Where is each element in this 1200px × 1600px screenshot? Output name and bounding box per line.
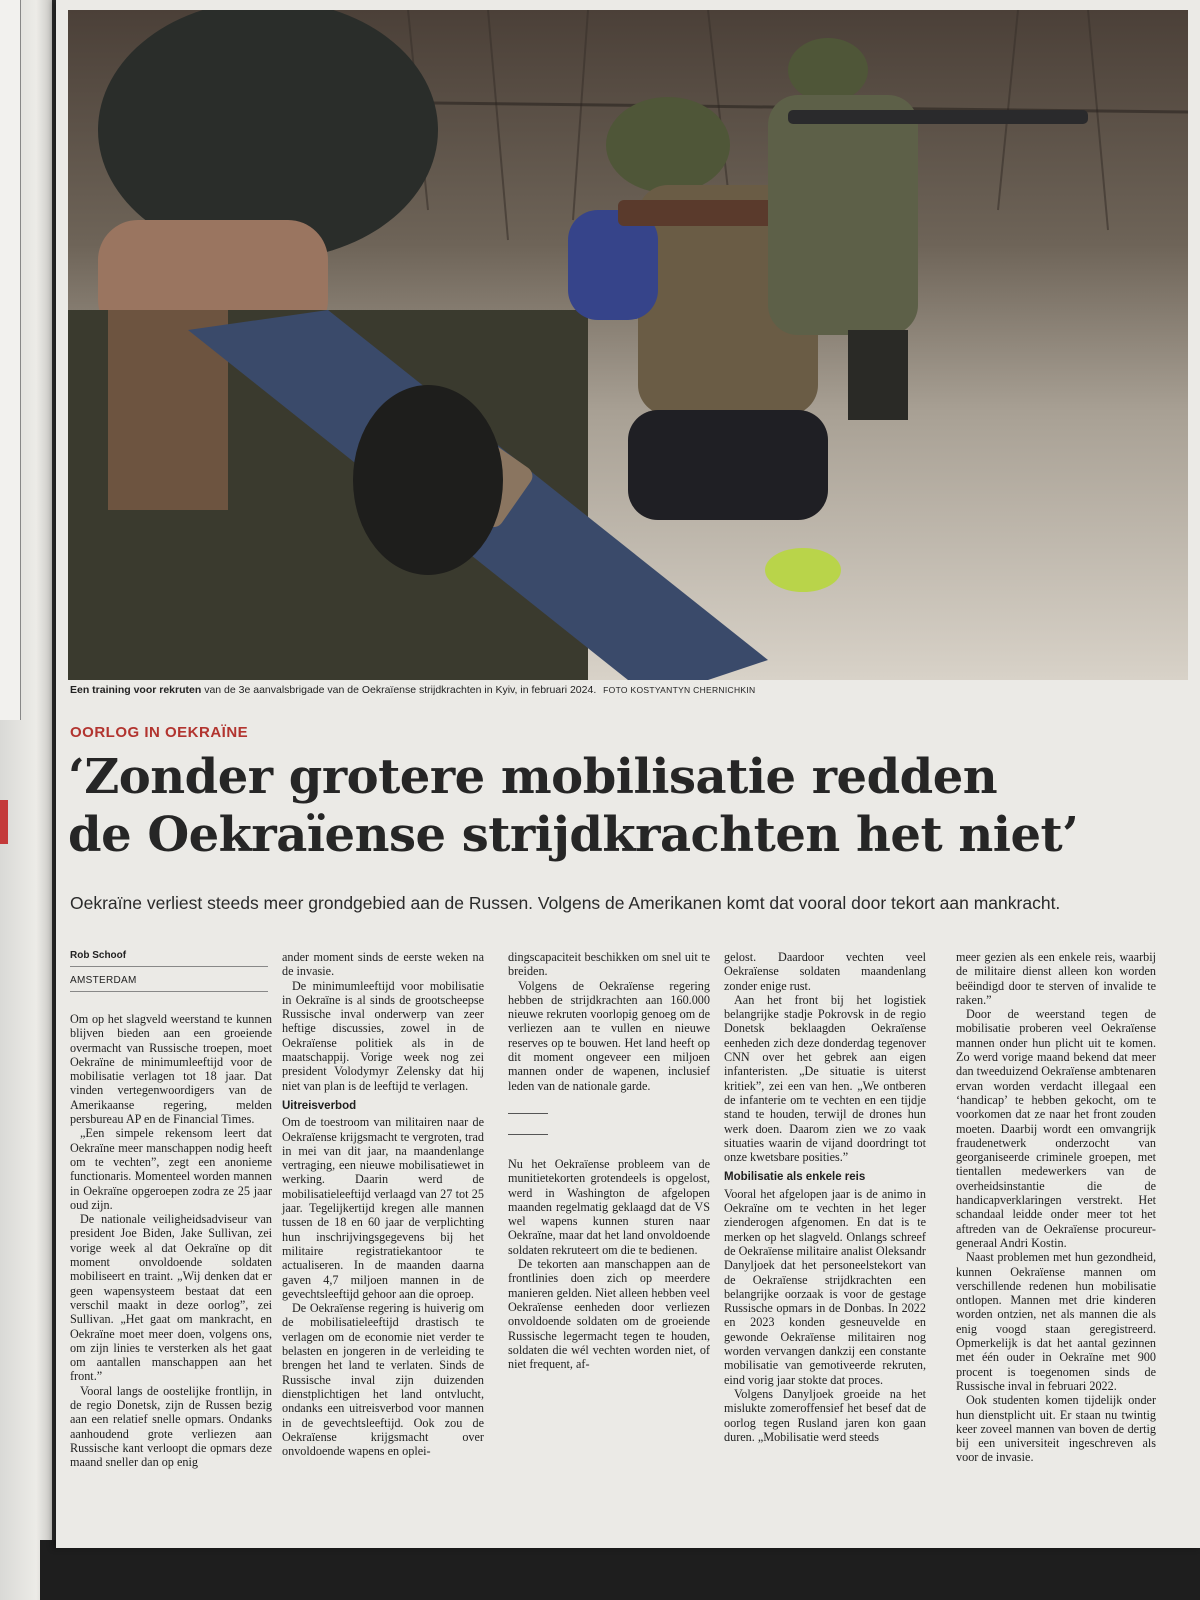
adjacent-page-edge bbox=[0, 0, 52, 1600]
subheading: Mobilisatie als enkele reis bbox=[724, 1171, 866, 1184]
headline-line-2: de Oekraïense strijdkrachten het niet’ bbox=[68, 807, 1079, 863]
body-paragraph: Om de toestroom van militairen naar de Oekraïense krijgsmacht te vergroten, trad in mei van dit jaar, na maandenlange vertraging, een nieuwe mobilisatiewet in werking. Daarin werd de mobilisatieleeftijd verlaagd van 27 tot 25 jaar. Tegelijkertijd kregen alle mannen tussen de 18 en 60 jaar de verplichting hun inschrijvingsgegevens bij het militaire registratiekantoor te actualiseren. In de maanden daarna gaven 4,7 miljoen mannen in de gevechtsleeftijd gehoor aan die oproep. bbox=[282, 1115, 484, 1301]
intro-text: Oekraïne verliest steeds meer grondgebied aan de Russen. Volgens de Amerikanen komt dat vooral door tekort aan mankracht. bbox=[70, 893, 1061, 913]
pull-quote-rule bbox=[508, 1113, 548, 1114]
body-paragraph: De Oekraïense regering is huiverig om de mobilisatieleeftijd drastisch te verlagen om de economie niet verder te belasten en jongeren in de verleiding te brengen het land te verlaten. Sinds de Russische inval zijn duizenden dienstplichtigen het land ontvlucht, ondanks een uitreisverbod voor mannen in de gevechtsleeftijd. Ook zou de Oekraïense krijgsmacht over onvoldoende wapens en oplei- bbox=[282, 1301, 484, 1459]
section-rubric: OORLOG IN OEKRAÏNE bbox=[70, 724, 249, 741]
body-paragraph: Naast problemen met hun gezondheid, kunnen Oekraïense mannen om verschillende redenen hun mobilisatie ontlopen. Mannen met drie kinderen worden ontzien, net als mannen die als enig voogd staan geregistreerd. Opmerkelijk is dat het aantal gezinnen met één ouder in Oekraïne met 900 procent is toegenomen sinds de Russische inval in februari 2022. bbox=[956, 1250, 1156, 1393]
body-paragraph: meer gezien als een enkele reis, waarbij de militaire dienst alleen kon worden beëindigd door te sterven of invalide te raken.” bbox=[956, 950, 1156, 1007]
article-photo bbox=[68, 10, 1188, 680]
body-paragraph: De tekorten aan manschappen aan de frontlinies doen zich op meerdere manieren gelden. Niet alleen hebben veel Oekraïense eenheden door verliezen onvoldoende soldaten om de groeiende Russische legermacht tegen te houden, soldaten die wél vechten worden niet, of niet frequent, af- bbox=[508, 1257, 710, 1372]
newspaper-page bbox=[56, 0, 1200, 1548]
photo-caption bbox=[70, 684, 1170, 696]
subheading: Uitreisverbod bbox=[282, 1099, 357, 1112]
article-column-1 bbox=[70, 1012, 272, 1470]
body-paragraph: „Een simpele rekensom leert dat Oekraïne meer manschappen nodig heeft om te vechten”, zegt een anonieme functionaris. Momenteel worden mannen in Oekraïne opgeroepen zodra ze 25 jaar oud zijn. bbox=[70, 1126, 272, 1212]
author-name: Rob Schoof bbox=[70, 950, 268, 967]
caption-text: van de 3e aanvalsbrigade van de Oekraïense strijdkrachten in Kyiv, in februari 2024. bbox=[204, 684, 597, 696]
body-paragraph: Door de weerstand tegen de mobilisatie proberen veel Oekraïense mannen onder hun plicht uit te komen. Zo werd vorige maand bekend dat meer dan tweeduizend Oekraïense ambtenaren ervan worden verdacht illegaal een ‘handicap’ te hebben gekocht, om te voorkomen dat ze naar het front zouden moeten. Daarbij wordt een omvangrijk fraudenetwerk onderzocht van georganiseerde criminele groepen, met tientallen medewerkers van de overheidsinstantie die de handicapverklaringen verstrekt. Het schandaal leidde onder meer tot het aftreden van de Oekraïense procureur-generaal Andri Kostin. bbox=[956, 1007, 1156, 1250]
body-paragraph: Nu het Oekraïense probleem van de munitietekorten grotendeels is opgelost, werd in Washington de afgelopen maanden regelmatig geklaagd dat de VS wel wapens kunnen sturen naar Oekraïne, maar dat het land onvoldoende soldaten rekruteert om die te bedienen. bbox=[508, 1156, 710, 1257]
body-paragraph: gelost. Daardoor vechten veel Oekraïense soldaten maandenlang zonder enige rust. bbox=[724, 950, 926, 993]
dateline: AMSTERDAM bbox=[70, 967, 268, 992]
body-paragraph: Vooral het afgelopen jaar is de animo in Oekraïne om te vechten in het leger zienderogen afgenomen. En dat is te merken op het slagveld. Onlangs schreef de Oekraïense militaire analist Oleksandr Danyljoek dat het personeelstekort van de Oekraïense strijdkrachten een belangrijke oorzaak is voor de gestage Russische opmars in de Donbas. In 2022 en 2023 konden gesneuvelde en gewonde Oekraïense militairen nog worden vervangen dankzij een constante mobilisatie van gemotiveerde rekruten, eind vorig jaar stokte dat proces. bbox=[724, 1186, 926, 1387]
article-column-4 bbox=[724, 950, 926, 1444]
body-paragraph: Ook studenten komen tijdelijk onder hun dienstplicht uit. Er staan nu twintig keer zoveel mannen van boven de dertig bij een universiteit ingeschreven als voor de invasie. bbox=[956, 1393, 1156, 1465]
body-paragraph: Om op het slagveld weerstand te kunnen blijven bieden aan een groeiende overmacht van Russische troepen, moet Oekraïne de minimumleeftijd voor de mobilisatie verlagen tot 18 jaar. Dat vinden vertegenwoordigers van de Amerikaanse regering, melden persbureau AP en de Financial Times. bbox=[70, 1012, 272, 1127]
body-paragraph: De minimumleeftijd voor mobilisatie in Oekraïne is al sinds de grootscheepse Russische inval onderwerp van zeer heftige discussies, zowel in de Oekraïense politiek als in de maatschappij. Vorige week nog zei president Volodymyr Zelensky dat hij niet van plan is de leeftijd te verlagen. bbox=[282, 978, 484, 1093]
body-paragraph: dingscapaciteit beschikken om snel uit te breiden. bbox=[508, 950, 710, 979]
body-paragraph: Vooral langs de oostelijke frontlijn, in de regio Donetsk, zijn de Russen bezig aan een relatief snelle opmars. Ondanks aanhoudend grote verliezen aan Russische kant verloopt die opmars deze maand sneller dan op enig bbox=[70, 1383, 272, 1470]
article-column-2 bbox=[282, 950, 484, 1458]
article-column-3 bbox=[508, 950, 710, 1371]
headline-line-1: ‘Zonder grotere mobilisatie redden bbox=[68, 749, 998, 805]
recruit-training-image bbox=[68, 10, 1188, 680]
byline bbox=[70, 950, 268, 992]
pull-quote-rule bbox=[508, 1134, 548, 1135]
body-paragraph: Volgens Danyljoek groeide na het mislukte zomeroffensief het besef dat de oorlog tegen Rusland jaren kon gaan duren. „Mobilisatie werd steeds bbox=[724, 1386, 926, 1444]
body-paragraph: Aan het front bij het logistiek belangrijke stadje Pokrovsk in de regio Donetsk beklaagden Oekraïense eenheden zich deze donderdag tegenover CNN over het gebrek aan eigen infanteristen. „De situatie is uiterst kritiek”, zei een van hen. „We ontberen de infanterie om te vechten en een tijdje stand te houden, terwijl de drones hun werk doen. Daarom zien we zo vaak situaties waarin de vijand doordringt tot onze kwetsbare posities.” bbox=[724, 992, 926, 1165]
adjacent-page-red-mark bbox=[0, 800, 8, 844]
adjacent-page-strip bbox=[0, 0, 21, 720]
photo-credit: FOTO KOSTYANTYN CHERNICHKIN bbox=[603, 685, 756, 695]
table-surface bbox=[40, 1540, 1200, 1600]
body-paragraph: De nationale veiligheidsadviseur van president Joe Biden, Jake Sullivan, zei vorige week al dat Oekraïne op dit moment onvoldoende soldaten mobiliseert en traint. „Wij denken dat er geen wapensysteem bestaat dat een verschil maakt in deze oorlog”, zei Sullivan. „Het gaat om mankracht, en Oekraïne moet meer doen, volgens ons, om zijn linies te versterken als het gaat om aantallen manschappen aan het front.” bbox=[70, 1212, 272, 1384]
body-paragraph: ander moment sinds de eerste weken na de invasie. bbox=[282, 950, 484, 979]
article-column-5 bbox=[956, 950, 1156, 1465]
body-paragraph: Volgens de Oekraïense regering hebben de strijdkrachten aan 160.000 nieuwe rekruten voorlopig genoeg om de verliezen aan te vullen en nieuwe reserves op te bouwen. Het land heeft op dit moment ongeveer een miljoen mannen onder de wapenen, inclusief leden van de nationale garde. bbox=[508, 978, 710, 1093]
pull-quote bbox=[508, 1113, 710, 1135]
headline bbox=[68, 748, 1188, 864]
caption-lead: Een training voor rekruten bbox=[70, 684, 202, 696]
